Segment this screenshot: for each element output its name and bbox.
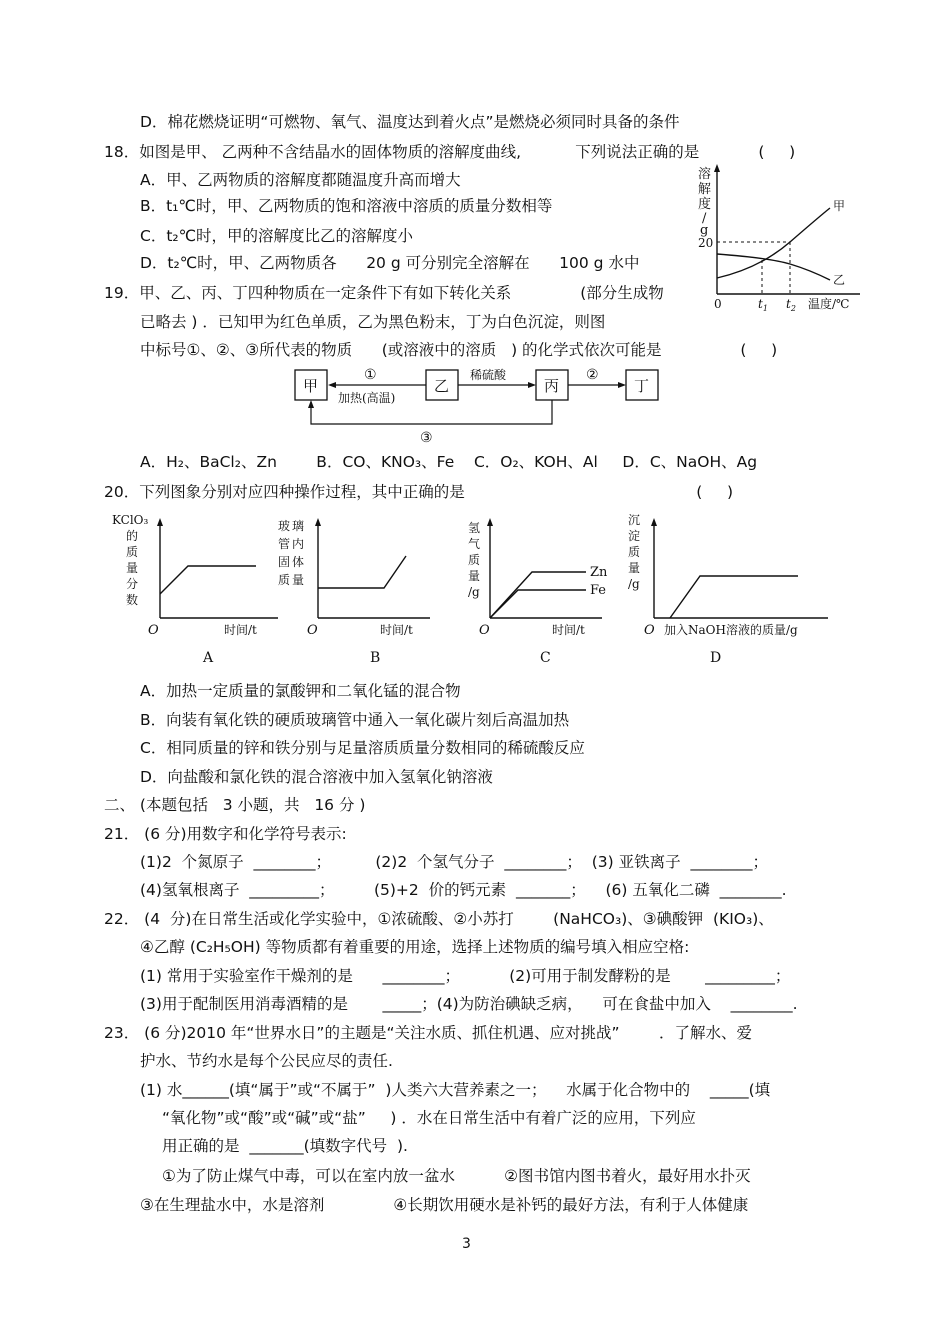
q21-stem: 21． (6 分)用数字和化学符号表示:: [104, 825, 347, 843]
ylabel-char: g: [700, 223, 709, 238]
graph-c-line-zn: [490, 572, 586, 618]
ylabel-char: 气: [468, 537, 481, 551]
tick-t2: $t_2$: [786, 297, 796, 313]
ylabel-char: 量: [126, 561, 139, 575]
caption-d: D: [710, 650, 722, 666]
ylabel-char: 解: [698, 182, 712, 197]
ylabel-char: 的: [126, 529, 139, 543]
graph-c: [468, 518, 608, 666]
q18-option-a: A．甲、乙两物质的溶解度都随温度升高而增大: [140, 171, 461, 189]
origin-label: O: [148, 623, 159, 638]
ylabel-char: 质: [628, 545, 641, 559]
origin-label: O: [307, 623, 318, 638]
curve-jia: [717, 208, 830, 278]
ylabel-char: 管: [278, 537, 291, 551]
box-yi-label: 乙: [434, 377, 450, 395]
label-fe: Fe: [590, 583, 607, 598]
q21-items-1: (1)2 个氮原子 ________； (2)2 个氢气分子 ________； (3) 亚铁离子 ________；: [140, 853, 768, 871]
y-axis-arrow: [714, 164, 720, 172]
ylabel-char: 量: [628, 561, 641, 575]
q20-option-b: B．向装有氧化铁的硬质玻璃管中通入一氧化碳片刻后高温加热: [140, 711, 570, 729]
origin-label: 0: [714, 297, 722, 311]
y-axis-arrow: [487, 518, 493, 526]
q20-option-a: A．加热一定质量的氯酸钾和二氧化锰的混合物: [140, 682, 461, 700]
q19-stem-2: 已略去 ) ．已知甲为红色单质，乙为黑色粉末，丁为白色沉淀，则图: [140, 313, 606, 331]
section-two-heading: 二、 (本题包括 3 小题，共 16 分 ): [104, 796, 366, 814]
caption-c: C: [540, 650, 551, 666]
x-axis-label: 加入NaOH溶液的质量/g: [664, 623, 798, 637]
graph-a-line: [160, 566, 256, 594]
ylabel-char: 淀: [628, 529, 641, 543]
box-ding-label: 丁: [634, 377, 650, 395]
q23-part1-2: “氧化物”或“酸”或“碱”或“盐” ) ．水在日常生活中有着广泛的应用，下列应: [162, 1109, 696, 1127]
marker-3: ③: [420, 430, 433, 446]
q23-stem-1: 23． (6 分)2010 年“世界水日”的主题是“关注水质、抓住机遇、应对挑战” ．了解水、爱: [104, 1024, 752, 1042]
q19-stem-1: 19．甲、乙、丙、丁四种物质在一定条件下有如下转化关系 (部分生成物: [104, 284, 664, 302]
q23-choices-1: ①为了防止煤气中毒，可以在室内放一盆水 ②图书馆内图书着火，最好用水扑灭: [162, 1167, 751, 1185]
q23-stem-2: 护水、节约水是每个公民应尽的责任.: [140, 1052, 393, 1070]
label-zn: Zn: [590, 565, 608, 580]
box-jia-label: 甲: [303, 377, 319, 395]
q20-graphs: [108, 510, 848, 670]
ylabel-char: /: [702, 211, 707, 226]
q22-stem-1: 22． (4 分)在日常生活或化学实验中，①浓硫酸、②小苏打 (NaHCO₃)、③碘酸钾 (KIO₃)、: [104, 910, 774, 928]
x-axis-label: 时间/t: [380, 623, 413, 637]
graph-c-line-fe: [490, 590, 586, 618]
q18-option-c: C．t₂℃时，甲的溶解度比乙的溶解度小: [140, 227, 414, 245]
y-axis-arrow: [651, 518, 657, 526]
ylabel-char: 数: [126, 593, 139, 607]
graph-c-ylabel: [468, 521, 480, 599]
x-axis-label: 时间/t: [224, 623, 257, 637]
q17-option-d: D．棉花燃烧证明“可燃物、氧气、温度达到着火点”是燃烧必须同时具备的条件: [140, 113, 680, 131]
arrowhead: [308, 400, 314, 408]
q20-option-c: C．相同质量的锌和铁分别与足量溶质质量分数相同的稀硫酸反应: [140, 739, 585, 757]
ylabel-char: 璃: [292, 519, 305, 533]
curve-yi: [717, 254, 830, 280]
graph-d-ylabel: [628, 513, 640, 591]
label-jia: 甲: [833, 199, 846, 213]
q23-choices-2: ③在生理盐水中，水是溶剂 ④长期饮用硬水是补钙的最好方法，有利于人体健康: [140, 1196, 749, 1214]
ylabel-char: 量: [292, 573, 305, 587]
graph-d: [628, 513, 828, 666]
q23-part1-1: (1) 水______(填“属于”或“不属于” )人类六大营养素之一； 水属于化合物中的 _____(填: [140, 1081, 771, 1099]
q18-stem: 18．如图是甲、 乙两种不含结晶水的固体物质的溶解度曲线, 下列说法正确的是 ( ): [104, 143, 796, 161]
q20-stem: 20．下列图象分别对应四种操作过程，其中正确的是 ( ): [104, 483, 734, 501]
y-tick-20: 20: [698, 236, 714, 250]
q22-items-1: (1) 常用于实验室作干燥剂的是 ________； (2)可用于制发酵粉的是 _________；: [140, 967, 791, 985]
marker-1: ①: [364, 367, 377, 383]
q22-stem-2: ④乙醇 (C₂H₅OH) 等物质都有着重要的用途，选择上述物质的编号填入相应空格:: [140, 938, 690, 956]
x-axis-label: 时间/t: [552, 623, 585, 637]
ylabel-char: 氢: [468, 521, 481, 535]
ylabel-char: 溶: [698, 167, 712, 182]
q19-stem-3: 中标号①、②、③所代表的物质 (或溶液中的溶质 ) 的化学式依次可能是 ( ): [140, 341, 778, 359]
q22-items-2: (3)用于配制医用消毒酒精的是 _____；(4)为防治碘缺乏病， 可在食盐中加入 ________.: [140, 995, 798, 1013]
q19-options: A．H₂、BaCl₂、Zn B．CO、KNO₃、Fe C．O₂、KOH、Al D．C、NaOH、Ag: [140, 453, 758, 471]
ylabel-char: 量: [468, 569, 481, 583]
q18-option-b: B．t₁℃时，甲、乙两物质的饱和溶液中溶质的质量分数相等: [140, 197, 553, 215]
ylabel-char: KClO₃: [112, 513, 149, 527]
arrowhead: [528, 382, 536, 388]
solubility-ylabel: [698, 166, 711, 238]
page-number: 3: [462, 1236, 471, 1252]
q20-option-d: D．向盐酸和氯化铁的混合溶液中加入氢氧化钠溶液: [140, 768, 493, 786]
ylabel-char: 质: [126, 545, 139, 559]
x-axis-label: 温度/℃: [808, 297, 850, 311]
y-axis-arrow: [315, 518, 321, 526]
y-axis-arrow: [157, 518, 163, 526]
graph-a: [112, 513, 278, 666]
box-bing-label: 丙: [544, 377, 560, 395]
graph-d-line: [670, 576, 798, 618]
ylabel-char: 分: [126, 577, 139, 591]
label-acid: 稀硫酸: [470, 368, 507, 382]
graph-a-ylabel: [112, 513, 149, 607]
ylabel-char: 体: [292, 555, 305, 569]
ylabel-char: 玻: [278, 519, 291, 533]
ylabel-char: /g: [628, 577, 640, 591]
q23-part1-3: 用正确的是 _______(填数字代号 ).: [162, 1137, 408, 1155]
ylabel-char: 度: [698, 197, 712, 212]
ylabel-char: 内: [292, 537, 305, 551]
marker-2: ②: [586, 367, 599, 383]
graph-b-ylabel: [278, 518, 304, 587]
caption-a: A: [203, 650, 214, 666]
label-heat: 加热(高温): [338, 391, 396, 405]
ylabel-char: /g: [468, 585, 480, 599]
q21-items-2: (4)氢氧根离子 _________； (5)+2 价的钙元素 _______； (6) 五氧化二磷 ________.: [140, 881, 787, 899]
label-yi: 乙: [833, 273, 846, 287]
origin-label: O: [644, 623, 655, 638]
ylabel-char: 质: [278, 573, 291, 587]
arrowhead: [618, 382, 626, 388]
solubility-curve-figure: [690, 160, 870, 315]
origin-label: O: [479, 623, 490, 638]
q18-option-d: D．t₂℃时，甲、乙两物质各 20 g 可分别完全溶解在 100 g 水中: [140, 254, 640, 272]
conversion-flow-diagram: [290, 362, 670, 446]
ylabel-char: 沉: [628, 513, 641, 527]
arrowhead: [328, 382, 336, 388]
ylabel-char: 质: [468, 553, 481, 567]
graph-b-line: [318, 556, 406, 588]
ylabel-char: 固: [278, 555, 291, 569]
graph-b: [278, 518, 430, 666]
caption-b: B: [370, 650, 381, 666]
tick-t1: $t_1$: [758, 297, 768, 313]
